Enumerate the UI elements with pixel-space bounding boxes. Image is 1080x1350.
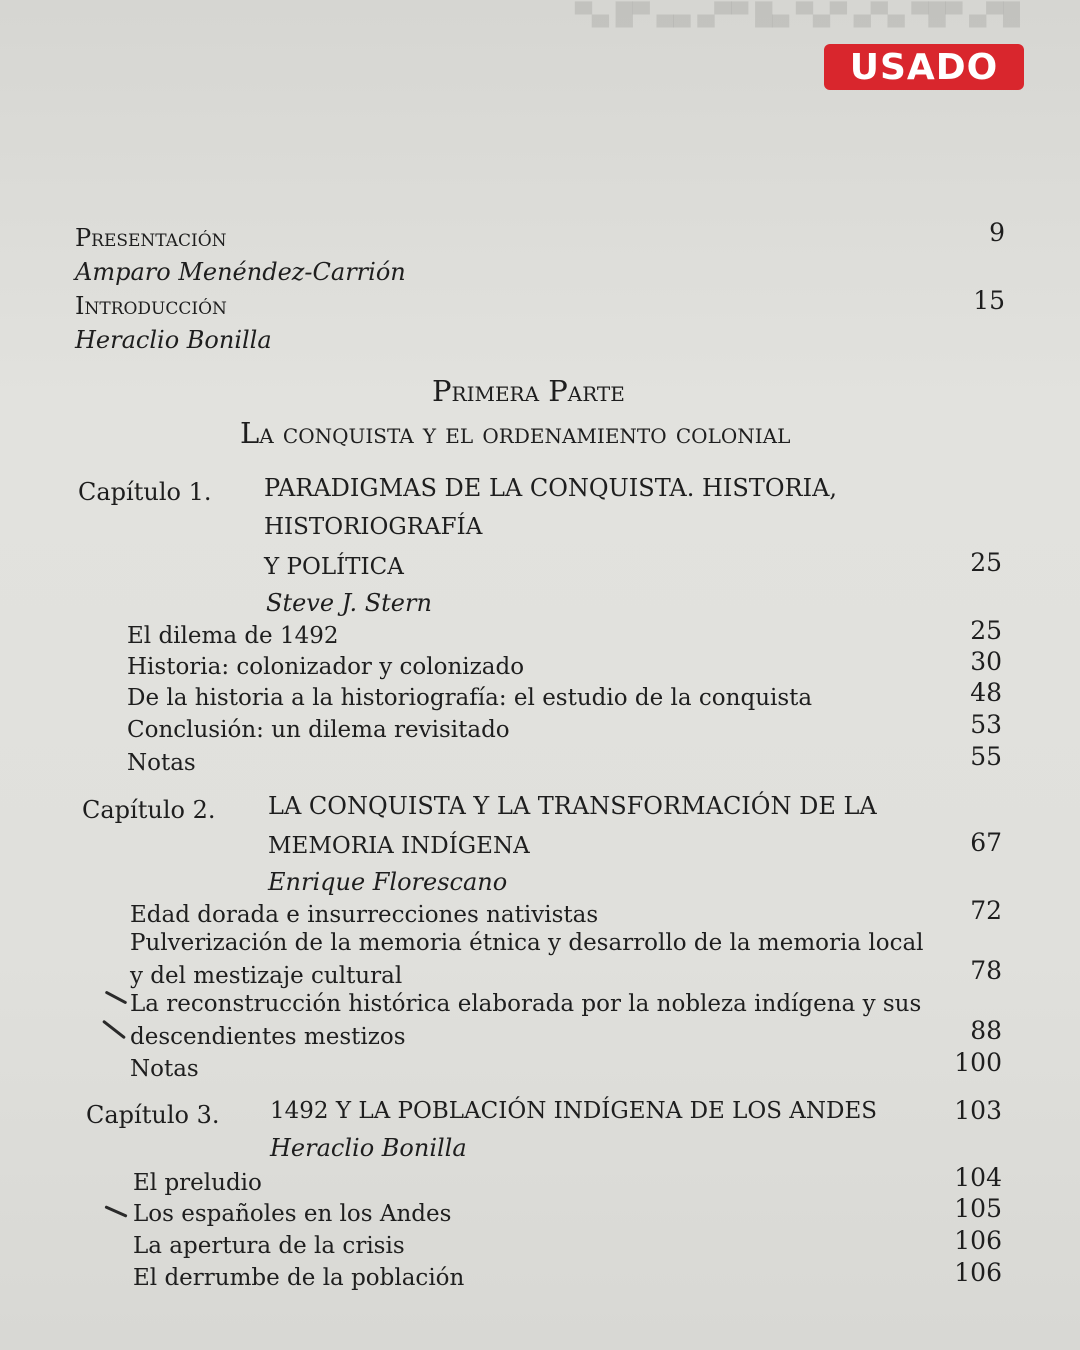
toc-section: De la historia a la historiografía: el estudio de la conquista	[127, 685, 813, 711]
pen-mark	[102, 1020, 126, 1040]
toc-section-page: 106	[954, 1258, 1002, 1287]
toc-section: descendientes mestizos	[130, 1024, 406, 1050]
pen-mark	[104, 1205, 127, 1218]
chapter-1-page: 25	[970, 548, 1002, 577]
toc-section: y del mestizaje cultural	[130, 963, 403, 989]
chapter-3-title-line-1: 1492 Y LA POBLACIÓN INDÍGENA DE LOS ANDES	[270, 1098, 878, 1124]
used-badge: USADO	[824, 44, 1024, 90]
presentation-title: Presentación	[75, 224, 227, 252]
toc-section: Los españoles en los Andes	[133, 1201, 452, 1227]
introduction-page: 15	[973, 286, 1005, 315]
chapter-2-page: 67	[970, 828, 1002, 857]
presentation-author: Amparo Menéndez-Carrión	[75, 258, 406, 286]
toc-section-page: 104	[954, 1163, 1002, 1192]
toc-section-page: 72	[970, 896, 1002, 925]
chapter-1-title-line-1: PARADIGMAS DE LA CONQUISTA. HISTORIA,	[264, 474, 838, 502]
toc-section-page: 78	[970, 956, 1002, 985]
toc-section: Pulverización de la memoria étnica y desarrollo de la memoria local	[130, 930, 924, 956]
chapter-3-author: Heraclio Bonilla	[270, 1134, 467, 1162]
toc-section-page: 100	[954, 1048, 1002, 1077]
toc-section: El preludio	[133, 1170, 262, 1196]
toc-section-page: 88	[970, 1016, 1002, 1045]
bleed-through-text: █▀▄ ▀█▀ ▄▀▄ ▀▄▀ ▄█ ▀▀▄ ▄▄ ▀█ ▄▀	[574, 3, 1020, 28]
chapter-2-author: Enrique Florescano	[268, 868, 508, 896]
pen-mark	[105, 991, 128, 1005]
introduction-title: Introducción	[75, 292, 227, 320]
chapter-1-title-line-2: HISTORIOGRAFÍA	[264, 514, 483, 540]
toc-section-page: 106	[954, 1226, 1002, 1255]
toc-section: La apertura de la crisis	[133, 1233, 405, 1259]
toc-section-page: 105	[954, 1194, 1002, 1223]
toc-section-page: 48	[970, 678, 1002, 707]
toc-section: La reconstrucción histórica elaborada por la nobleza indígena y sus	[130, 991, 922, 1017]
toc-section-page: 25	[970, 616, 1002, 645]
chapter-2-label: Capítulo 2.	[82, 796, 216, 824]
chapter-2-title-line-2: MEMORIA INDÍGENA	[268, 833, 530, 859]
toc-section: Conclusión: un dilema revisitado	[127, 717, 510, 743]
chapter-1-label: Capítulo 1.	[78, 478, 212, 506]
part-label: Primera Parte	[432, 374, 625, 408]
toc-section: Notas	[130, 1056, 199, 1082]
toc-section: El dilema de 1492	[127, 623, 339, 649]
part-title: La conquista y el ordenamiento colonial	[240, 416, 791, 450]
chapter-3-label: Capítulo 3.	[86, 1101, 220, 1129]
toc-section: Edad dorada e insurrecciones nativistas	[130, 902, 599, 928]
toc-section-page: 53	[970, 710, 1002, 739]
toc-section: El derrumbe de la población	[133, 1265, 465, 1291]
toc-section-page: 55	[970, 742, 1002, 771]
toc-section: Historia: colonizador y colonizado	[127, 654, 525, 680]
chapter-1-title-line-3: Y POLÍTICA	[264, 554, 404, 580]
toc-section-page: 30	[970, 647, 1002, 676]
chapter-3-page: 103	[954, 1096, 1002, 1125]
chapter-2-title-line-1: LA CONQUISTA Y LA TRANSFORMACIÓN DE LA	[268, 792, 877, 820]
chapter-1-author: Steve J. Stern	[266, 589, 432, 617]
presentation-page: 9	[989, 218, 1005, 247]
introduction-author: Heraclio Bonilla	[75, 326, 272, 354]
toc-section: Notas	[127, 750, 196, 776]
